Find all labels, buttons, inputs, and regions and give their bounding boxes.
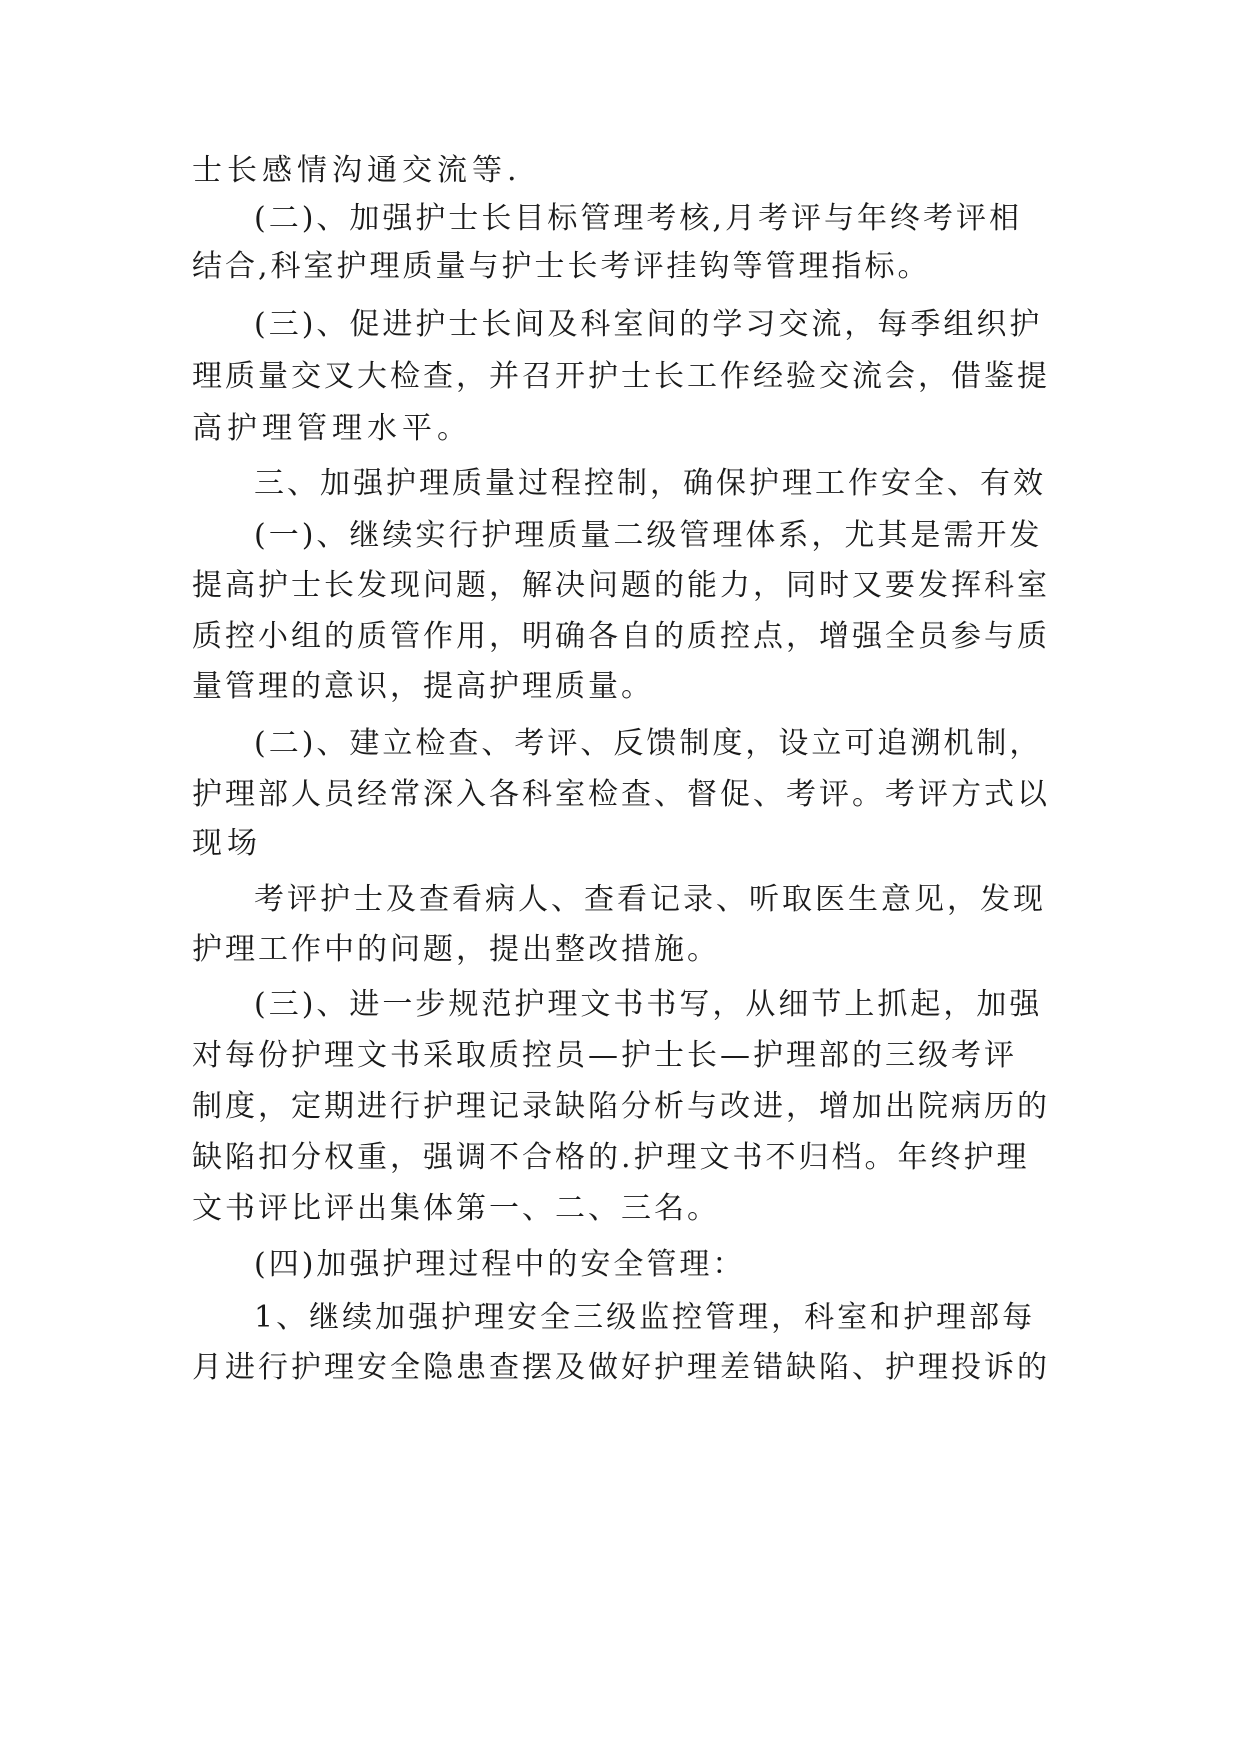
- text-line: 结合,科室护理质量与护士长考评挂钩等管理指标。: [192, 249, 931, 284]
- text-line: 1、继续加强护理安全三级监控管理，科室和护理部每: [254, 1300, 1036, 1335]
- text-line: 士长感情沟通交流等.: [192, 153, 522, 188]
- text-line: 文书评比评出集体第一、二、三名。: [192, 1191, 720, 1226]
- section-heading: 三、加强护理质量过程控制，确保护理工作安全、有效: [254, 466, 1046, 501]
- text-line: (三)、促进护士长间及科室间的学习交流，每季组织护: [254, 307, 1043, 342]
- text-line: 现场: [192, 826, 262, 861]
- text-line: 提高护士长发现问题，解决问题的能力，同时又要发挥科室: [192, 568, 1050, 603]
- text-line: 制度，定期进行护理记录缺陷分析与改进，增加出院病历的: [192, 1089, 1050, 1124]
- text-line: 护理部人员经常深入各科室检查、督促、考评。考评方式以: [192, 777, 1050, 812]
- text-line: (四)加强护理过程中的安全管理：: [254, 1247, 746, 1282]
- text-line: 高护理管理水平。: [192, 411, 472, 446]
- text-line: 考评护士及查看病人、查看记录、听取医生意见，发现: [254, 882, 1046, 917]
- text-line: 月进行护理安全隐患查摆及做好护理差错缺陷、护理投诉的: [192, 1350, 1050, 1385]
- text-line: (一)、继续实行护理质量二级管理体系，尤其是需开发: [254, 518, 1043, 553]
- text-line: 质控小组的质管作用，明确各自的质控点，增强全员参与质: [192, 619, 1050, 654]
- text-line: 缺陷扣分权重，强调不合格的.护理文书不归档。年终护理: [192, 1140, 1030, 1175]
- text-line: (二)、加强护士长目标管理考核,月考评与年终考评相: [254, 201, 1022, 236]
- text-line: (二)、建立检查、考评、反馈制度，设立可追溯机制，: [254, 726, 1043, 761]
- text-line: 对每份护理文书采取质控员—护士长—护理部的三级考评: [192, 1038, 1017, 1073]
- text-line: 理质量交叉大检查，并召开护士长工作经验交流会，借鉴提: [192, 359, 1050, 394]
- text-line: 量管理的意识，提高护理质量。: [192, 669, 654, 704]
- text-line: (三)、进一步规范护理文书书写，从细节上抓起，加强: [254, 987, 1043, 1022]
- text-line: 护理工作中的问题，提出整改措施。: [192, 932, 720, 967]
